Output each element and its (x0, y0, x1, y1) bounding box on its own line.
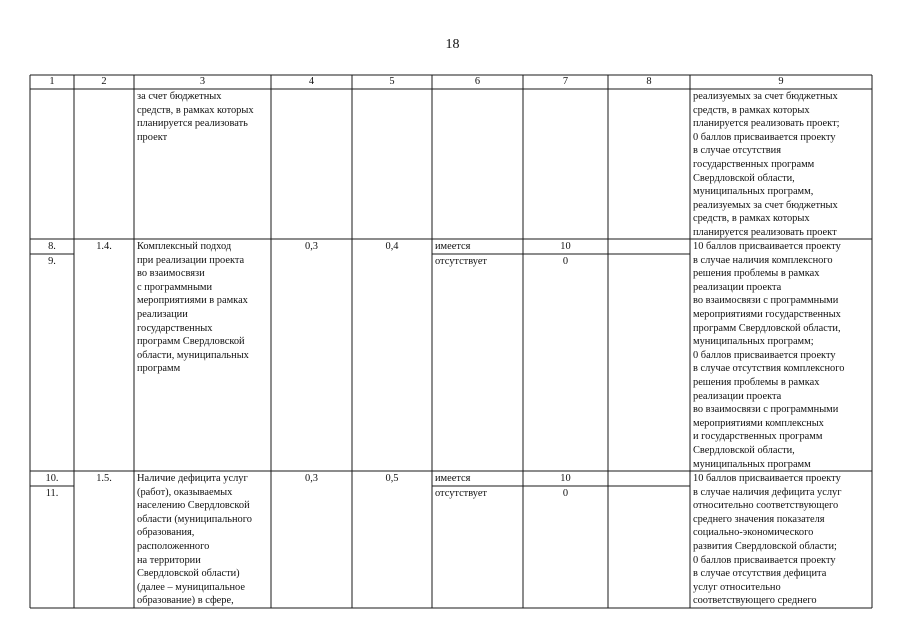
criterion-code: 1.4. (96, 241, 112, 252)
col-header-9: 9 (778, 76, 784, 87)
col-header-8: 8 (646, 76, 652, 87)
criterion-coefficient: 0,4 (385, 241, 399, 252)
col-header-4: 4 (308, 76, 315, 87)
col-header-5: 5 (389, 76, 395, 87)
col-header-2: 2 (101, 76, 107, 87)
row-number: 9. (48, 256, 56, 267)
criterion-score: 10 (560, 473, 571, 484)
continuation-name: за счет бюджетных средств, в рамках которых планируется реализовать проект (137, 91, 254, 143)
criterion-value: имеется (435, 241, 471, 252)
criterion-name: Наличие дефицита услуг (работ), оказываемых населению Свердловской области (муниципального образования, расположенного на территории Свердловской области) (далее – муниципальное образование) в сфере, (137, 473, 252, 607)
criterion-coefficient: 0,5 (385, 473, 399, 484)
col-header-1: 1 (49, 76, 55, 87)
col-header-7: 7 (562, 76, 569, 87)
row-number: 10. (45, 473, 59, 484)
criterion-weight: 0,3 (305, 241, 318, 252)
criterion-score: 10 (560, 241, 571, 252)
criterion-value: отсутствует (435, 256, 487, 267)
row-number: 11. (45, 488, 59, 499)
criterion-name: Комплексный подход при реализации проекта во взаимосвязи с программными мероприятиями в рамках реализации государственных программ Свердловской области, муниципальных программ (137, 241, 249, 375)
criterion-value: имеется (435, 473, 471, 484)
criterion-score: 0 (562, 488, 569, 499)
criterion-weight: 0,3 (305, 473, 318, 484)
criterion-description: 10 баллов присваивается проекту в случае наличия комплексного решения проблемы в рамках реализации проекта во взаимосвязи с программными мероприятиями государственных программ Свердловской области, муниципальных программ; 0 баллов присваивается проекту в случае отсутствия комплексного решения проблемы в рамках реализации проекта во взаимосвязи с программными мероприятиями комплексных и государственных программ Свердловской области, муниципальных программ (693, 241, 845, 470)
col-header-6: 6 (474, 76, 481, 87)
row-number: 8. (48, 241, 56, 252)
col-header-3: 3 (199, 76, 206, 87)
criterion-description: 10 баллов присваивается проекту в случае наличия дефицита услуг относительно соответствующего среднего значения показателя социально-экономического развития Свердловской области; 0 баллов присваивается проекту в случае отсутствия дефицита услуг относительно соответствующего среднего (693, 473, 842, 607)
continuation-description: реализуемых за счет бюджетных средств, в рамках которых планируется реализовать проект; 0 баллов присваивается проекту в случае отсутствия государственных программ Свердловской области, муниципальных программ, реализуемых за счет бюджетных средств, в рамках которых планируется реализовать проект (693, 91, 840, 238)
criterion-value: отсутствует (435, 488, 487, 499)
page-number: 18 (445, 37, 460, 52)
criterion-score: 0 (562, 256, 569, 267)
criterion-code: 1.5. (96, 473, 112, 484)
